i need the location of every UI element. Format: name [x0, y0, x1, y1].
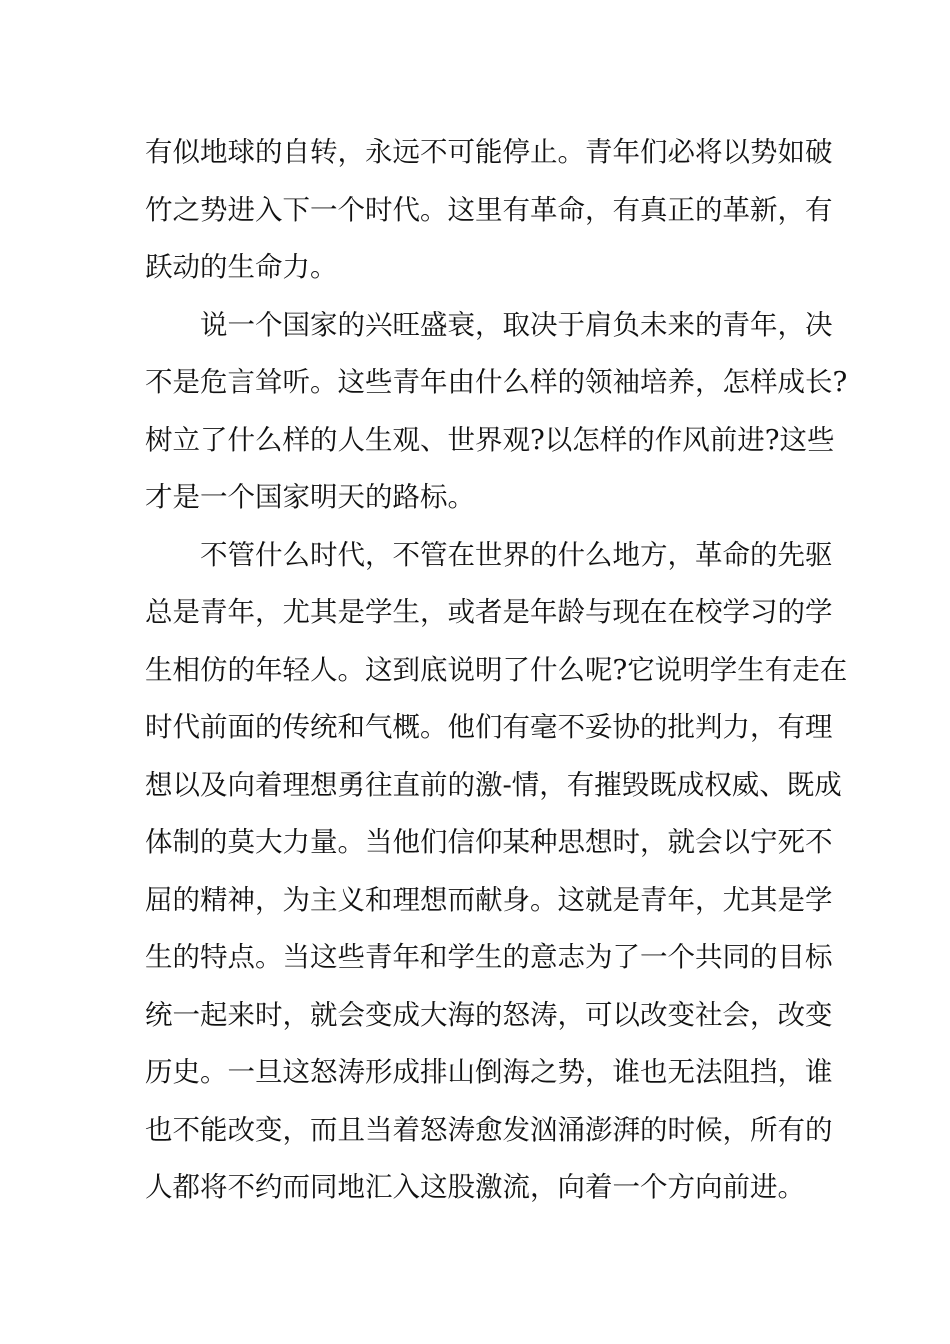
paragraph-2 — [145, 297, 848, 527]
text-line: 树立了什么样的人生观、世界观?以怎样的作风前进?这些 — [145, 423, 835, 456]
text-line: 才是一个国家明天的路标。 — [145, 481, 475, 513]
text-line: 跃动的生命力。 — [145, 251, 338, 283]
text-line: 人都将不约而同地汇入这股激流，向着一个方向前进。 — [145, 1171, 805, 1203]
text-line: 生的特点。当这些青年和学生的意志为了一个共同的目标 — [145, 941, 833, 973]
text-line: 时代前面的传统和气概。他们有毫不妥协的批判力，有理 — [145, 711, 833, 743]
text-line: 不管什么时代，不管在世界的什么地方，革命的先驱 — [200, 538, 833, 571]
paragraph-3 — [145, 527, 848, 1217]
text-line: 历史。一旦这怒涛形成排山倒海之势，谁也无法阻挡，谁 — [145, 1056, 833, 1088]
text-line: 屈的精神，为主义和理想而献身。这就是青年，尤其是学 — [145, 883, 833, 916]
text-line: 生相仿的年轻人。这到底说明了什么呢?它说明学生有走在 — [145, 653, 848, 686]
document-body — [145, 124, 848, 1217]
text-line: 总是青年，尤其是学生，或者是年龄与现在在校学习的学 — [145, 596, 833, 628]
text-line: 说一个国家的兴旺盛衰，取决于肩负未来的青年，决 — [200, 308, 833, 341]
text-line: 竹之势进入下一个时代。这里有革命，有真正的革新，有 — [145, 193, 833, 226]
text-line: 体制的莫大力量。当他们信仰某种思想时，就会以宁死不 — [145, 826, 833, 858]
paragraph-1 — [145, 124, 833, 297]
text-line: 不是危言耸听。这些青年由什么样的领袖培养，怎样成长? — [145, 366, 848, 398]
text-line: 想以及向着理想勇往直前的激-情，有摧毁既成权威、既成 — [145, 768, 842, 801]
text-line: 也不能改变，而且当着怒涛愈发汹涌澎湃的时候，所有的 — [145, 1113, 833, 1146]
text-line: 有似地球的自转，永远不可能停止。青年们必将以势如破 — [145, 136, 833, 168]
text-line: 统一起来时，就会变成大海的怒涛，可以改变社会，改变 — [145, 998, 833, 1031]
